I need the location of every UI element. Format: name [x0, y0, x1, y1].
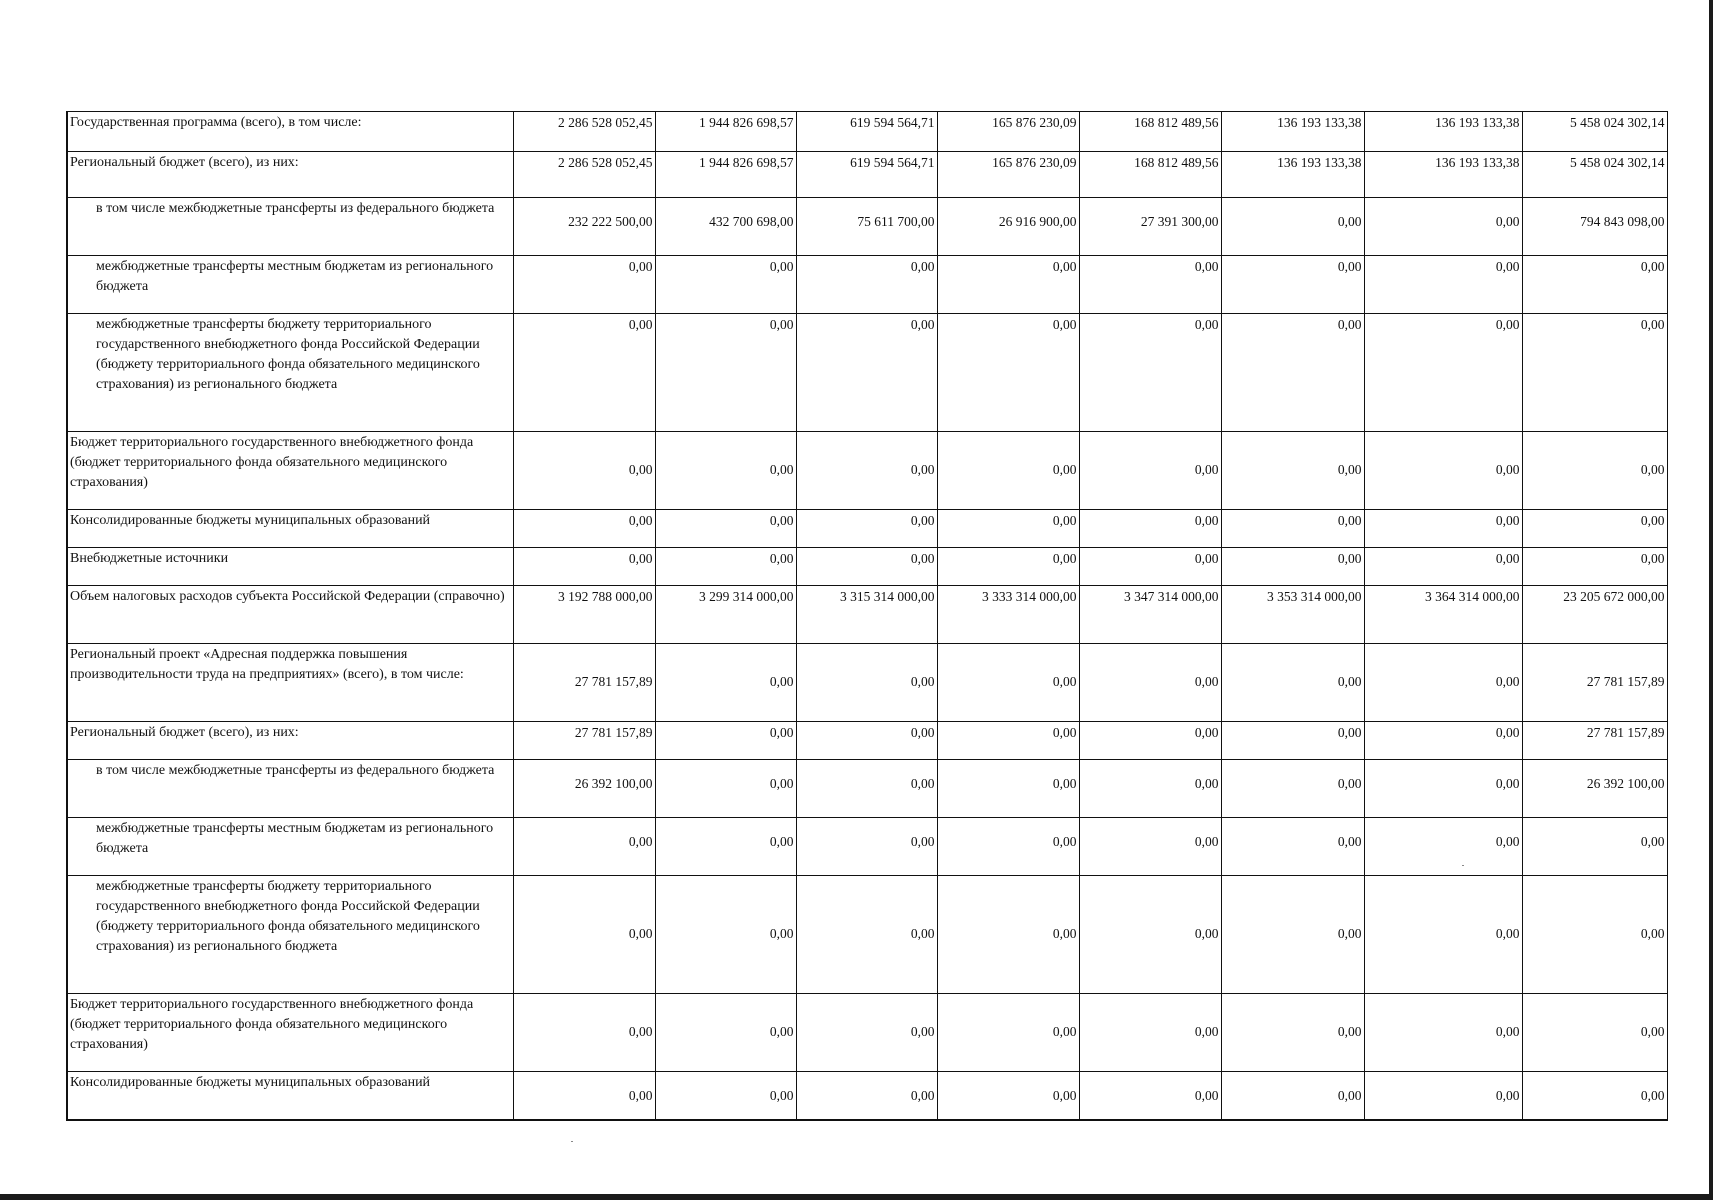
- year-value-cell: 168 812 489,56: [1079, 112, 1221, 152]
- year-value-cell: 0,00: [1364, 510, 1522, 548]
- year-value-cell: 0,00: [1364, 548, 1522, 586]
- year-value-cell: 0,00: [1364, 818, 1522, 876]
- year-value-cell: 0,00: [655, 994, 796, 1072]
- year-value-cell: 232 222 500,00: [513, 198, 655, 256]
- year-value-cell: 0,00: [1221, 994, 1364, 1072]
- year-value-cell: 0,00: [655, 1072, 796, 1120]
- table-row: [67, 548, 1667, 586]
- scan-speck: [571, 1141, 573, 1142]
- year-value-cell: 0,00: [1221, 256, 1364, 314]
- year-value-cell: 136 193 133,38: [1364, 112, 1522, 152]
- year-value-cell: 0,00: [1364, 1072, 1522, 1120]
- year-value-cell: 0,00: [1221, 432, 1364, 510]
- year-value-cell: 0,00: [655, 548, 796, 586]
- row-total-cell: 0,00: [1522, 1072, 1667, 1120]
- row-label: Региональный проект «Адресная поддержка повышения производительности труда на предприятиях» (всего), в том числе:: [67, 644, 513, 722]
- year-value-cell: 0,00: [655, 644, 796, 722]
- year-value-cell: 0,00: [1079, 314, 1221, 432]
- year-value-cell: 0,00: [796, 548, 937, 586]
- year-value-cell: 0,00: [1364, 314, 1522, 432]
- year-value-cell: 0,00: [796, 876, 937, 994]
- row-label: Внебюджетные источники: [67, 548, 513, 586]
- table-row: [67, 994, 1667, 1072]
- table-row: [67, 818, 1667, 876]
- year-value-cell: 0,00: [1079, 510, 1221, 548]
- year-value-cell: 0,00: [513, 510, 655, 548]
- year-value-cell: 0,00: [513, 818, 655, 876]
- row-total-cell: 5 458 024 302,14: [1522, 152, 1667, 198]
- row-label: в том числе межбюджетные трансферты из федерального бюджета: [67, 198, 513, 256]
- year-value-cell: 0,00: [513, 432, 655, 510]
- year-value-cell: 27 781 157,89: [513, 644, 655, 722]
- year-value-cell: 0,00: [1221, 1072, 1364, 1120]
- year-value-cell: 0,00: [796, 314, 937, 432]
- row-label: межбюджетные трансферты бюджету территориального государственного внебюджетного фонда Российской Федерации (бюджету территориального фонда обязательного медицинского страхования) из регионального бюджета: [67, 314, 513, 432]
- year-value-cell: 0,00: [937, 644, 1079, 722]
- year-value-cell: 26 916 900,00: [937, 198, 1079, 256]
- row-label: Бюджет территориального государственного внебюджетного фонда (бюджет территориального фонда обязательного медицинского страхования): [67, 432, 513, 510]
- year-value-cell: 0,00: [937, 876, 1079, 994]
- row-total-cell: 794 843 098,00: [1522, 198, 1667, 256]
- year-value-cell: 0,00: [796, 256, 937, 314]
- row-label: межбюджетные трансферты местным бюджетам из регионального бюджета: [67, 256, 513, 314]
- year-value-cell: 0,00: [1079, 644, 1221, 722]
- row-label: в том числе межбюджетные трансферты из федерального бюджета: [67, 760, 513, 818]
- table-row: [67, 256, 1667, 314]
- year-value-cell: 136 193 133,38: [1364, 152, 1522, 198]
- row-label: Бюджет территориального государственного внебюджетного фонда (бюджет территориального фонда обязательного медицинского страхования): [67, 994, 513, 1072]
- year-value-cell: 0,00: [513, 314, 655, 432]
- year-value-cell: 0,00: [655, 818, 796, 876]
- row-label: межбюджетные трансферты бюджету территориального государственного внебюджетного фонда Российской Федерации (бюджету территориального фонда обязательного медицинского страхования) из регионального бюджета: [67, 876, 513, 994]
- year-value-cell: 0,00: [655, 722, 796, 760]
- year-value-cell: 0,00: [655, 432, 796, 510]
- year-value-cell: 0,00: [937, 314, 1079, 432]
- year-value-cell: 0,00: [937, 722, 1079, 760]
- year-value-cell: 0,00: [796, 818, 937, 876]
- year-value-cell: 0,00: [1079, 994, 1221, 1072]
- table-row: [67, 876, 1667, 994]
- year-value-cell: 3 364 314 000,00: [1364, 586, 1522, 644]
- year-value-cell: 619 594 564,71: [796, 152, 937, 198]
- row-label: Региональный бюджет (всего), из них:: [67, 152, 513, 198]
- row-total-cell: 27 781 157,89: [1522, 644, 1667, 722]
- table-row: [67, 314, 1667, 432]
- year-value-cell: 0,00: [937, 1072, 1079, 1120]
- year-value-cell: 0,00: [1221, 510, 1364, 548]
- year-value-cell: 0,00: [655, 256, 796, 314]
- year-value-cell: 168 812 489,56: [1079, 152, 1221, 198]
- year-value-cell: 0,00: [513, 876, 655, 994]
- year-value-cell: 0,00: [1079, 256, 1221, 314]
- row-label: Государственная программа (всего), в том числе:: [67, 112, 513, 152]
- year-value-cell: 3 333 314 000,00: [937, 586, 1079, 644]
- year-value-cell: 3 353 314 000,00: [1221, 586, 1364, 644]
- year-value-cell: 27 391 300,00: [1079, 198, 1221, 256]
- year-value-cell: 3 192 788 000,00: [513, 586, 655, 644]
- year-value-cell: 0,00: [1221, 644, 1364, 722]
- year-value-cell: 0,00: [1221, 876, 1364, 994]
- year-value-cell: 0,00: [1221, 722, 1364, 760]
- row-total-cell: 0,00: [1522, 818, 1667, 876]
- year-value-cell: 0,00: [796, 994, 937, 1072]
- row-label: Консолидированные бюджеты муниципальных образований: [67, 1072, 513, 1120]
- year-value-cell: 0,00: [937, 256, 1079, 314]
- row-total-cell: 0,00: [1522, 994, 1667, 1072]
- year-value-cell: 0,00: [1364, 722, 1522, 760]
- row-total-cell: 26 392 100,00: [1522, 760, 1667, 818]
- year-value-cell: 165 876 230,09: [937, 152, 1079, 198]
- row-label: Региональный бюджет (всего), из них:: [67, 722, 513, 760]
- table-row: [67, 432, 1667, 510]
- row-total-cell: 0,00: [1522, 548, 1667, 586]
- year-value-cell: 0,00: [937, 994, 1079, 1072]
- row-total-cell: 0,00: [1522, 256, 1667, 314]
- row-total-cell: 0,00: [1522, 510, 1667, 548]
- row-label: Консолидированные бюджеты муниципальных образований: [67, 510, 513, 548]
- year-value-cell: 0,00: [1079, 1072, 1221, 1120]
- year-value-cell: 619 594 564,71: [796, 112, 937, 152]
- table-row: [67, 152, 1667, 198]
- year-value-cell: 0,00: [796, 510, 937, 548]
- year-value-cell: 0,00: [796, 722, 937, 760]
- year-value-cell: 0,00: [796, 760, 937, 818]
- year-value-cell: 0,00: [1079, 432, 1221, 510]
- year-value-cell: 0,00: [1079, 548, 1221, 586]
- table-row: [67, 644, 1667, 722]
- scan-edge-bottom: [0, 1194, 1713, 1200]
- year-value-cell: 0,00: [655, 510, 796, 548]
- year-value-cell: 0,00: [1364, 198, 1522, 256]
- year-value-cell: 0,00: [1221, 314, 1364, 432]
- year-value-cell: 0,00: [937, 760, 1079, 818]
- year-value-cell: 0,00: [513, 256, 655, 314]
- year-value-cell: 1 944 826 698,57: [655, 152, 796, 198]
- year-value-cell: 0,00: [1364, 876, 1522, 994]
- year-value-cell: 0,00: [1079, 876, 1221, 994]
- year-value-cell: 0,00: [937, 432, 1079, 510]
- year-value-cell: 26 392 100,00: [513, 760, 655, 818]
- year-value-cell: 1 944 826 698,57: [655, 112, 796, 152]
- year-value-cell: 0,00: [796, 1072, 937, 1120]
- row-total-cell: 23 205 672 000,00: [1522, 586, 1667, 644]
- year-value-cell: 0,00: [513, 548, 655, 586]
- year-value-cell: 0,00: [937, 510, 1079, 548]
- year-value-cell: 432 700 698,00: [655, 198, 796, 256]
- year-value-cell: 0,00: [1364, 994, 1522, 1072]
- budget-table: [66, 111, 1668, 1121]
- year-value-cell: 136 193 133,38: [1221, 152, 1364, 198]
- table-row: [67, 198, 1667, 256]
- budget-table-body: [67, 112, 1667, 1120]
- scan-edge-right: [1709, 0, 1713, 1200]
- year-value-cell: 0,00: [1221, 548, 1364, 586]
- year-value-cell: 0,00: [937, 818, 1079, 876]
- year-value-cell: 0,00: [1364, 644, 1522, 722]
- year-value-cell: 0,00: [513, 994, 655, 1072]
- year-value-cell: 0,00: [1221, 198, 1364, 256]
- year-value-cell: 136 193 133,38: [1221, 112, 1364, 152]
- year-value-cell: 0,00: [655, 876, 796, 994]
- year-value-cell: 0,00: [796, 644, 937, 722]
- year-value-cell: 27 781 157,89: [513, 722, 655, 760]
- year-value-cell: 0,00: [937, 548, 1079, 586]
- year-value-cell: 0,00: [655, 314, 796, 432]
- row-total-cell: 5 458 024 302,14: [1522, 112, 1667, 152]
- year-value-cell: 0,00: [1364, 256, 1522, 314]
- year-value-cell: 0,00: [655, 760, 796, 818]
- year-value-cell: 2 286 528 052,45: [513, 152, 655, 198]
- year-value-cell: 75 611 700,00: [796, 198, 937, 256]
- year-value-cell: 3 299 314 000,00: [655, 586, 796, 644]
- row-total-cell: 27 781 157,89: [1522, 722, 1667, 760]
- year-value-cell: 3 347 314 000,00: [1079, 586, 1221, 644]
- year-value-cell: 0,00: [1364, 432, 1522, 510]
- year-value-cell: 2 286 528 052,45: [513, 112, 655, 152]
- year-value-cell: 0,00: [1079, 818, 1221, 876]
- table-row: [67, 586, 1667, 644]
- year-value-cell: 0,00: [1079, 722, 1221, 760]
- year-value-cell: 0,00: [1221, 818, 1364, 876]
- year-value-cell: 0,00: [796, 432, 937, 510]
- row-total-cell: 0,00: [1522, 876, 1667, 994]
- row-label: Объем налоговых расходов субъекта Российской Федерации (справочно): [67, 586, 513, 644]
- row-total-cell: 0,00: [1522, 432, 1667, 510]
- year-value-cell: 0,00: [1221, 760, 1364, 818]
- table-row: [67, 1072, 1667, 1120]
- table-row: [67, 112, 1667, 152]
- table-row: [67, 722, 1667, 760]
- year-value-cell: 0,00: [1079, 760, 1221, 818]
- table-row: [67, 510, 1667, 548]
- year-value-cell: 165 876 230,09: [937, 112, 1079, 152]
- year-value-cell: 0,00: [1364, 760, 1522, 818]
- row-label: межбюджетные трансферты местным бюджетам из регионального бюджета: [67, 818, 513, 876]
- year-value-cell: 3 315 314 000,00: [796, 586, 937, 644]
- year-value-cell: 0,00: [513, 1072, 655, 1120]
- table-row: [67, 760, 1667, 818]
- row-total-cell: 0,00: [1522, 314, 1667, 432]
